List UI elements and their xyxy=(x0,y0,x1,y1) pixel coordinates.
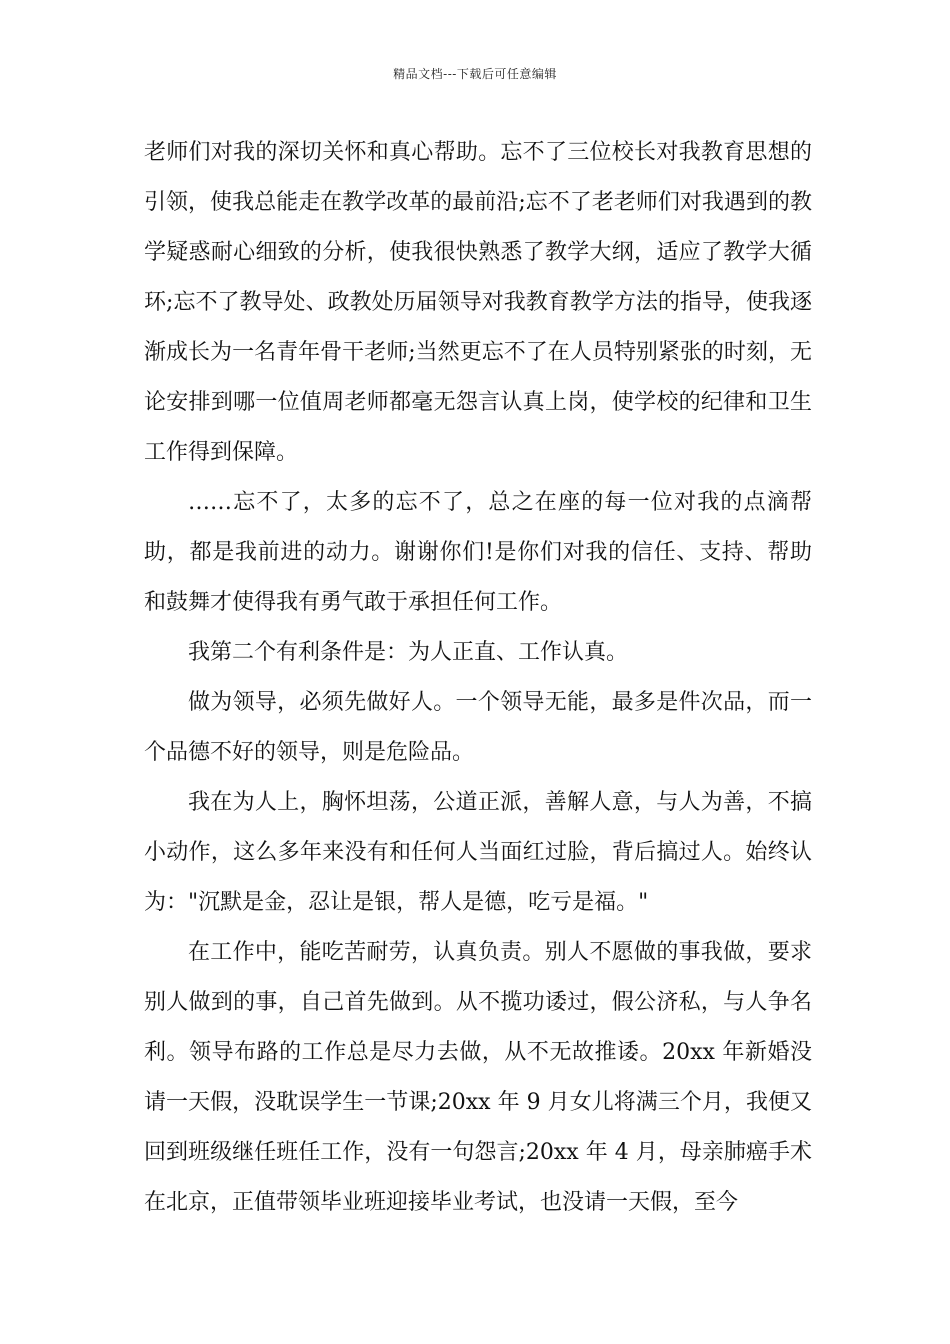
paragraph-1: 老师们对我的深切关怀和真心帮助。忘不了三位校长对我教育思想的引领，使我总能走在教学改革的最前沿;忘不了老老师们对我遇到的教学疑惑耐心细致的分析，使我很快熟悉了教学大纲，适应了教学大循环;忘不了教导处、政教处历届领导对我教育教学方法的指导，使我逐渐成长为一名青年骨干老师;当然更忘不了在人员特别紧张的时刻，无论安排到哪一位值周老师都毫无怨言认真上岗，使学校的纪律和卫生工作得到保障。 xyxy=(144,140,812,465)
paragraph-2: ……忘不了，太多的忘不了，总之在座的每一位对我的点滴帮助，都是我前进的动力。谢谢你们!是你们对我的信任、支持、帮助和鼓舞才使得我有勇气敢于承担任何工作。 xyxy=(144,490,812,615)
paragraph-6: 在工作中，能吃苦耐劳，认真负责。别人不愿做的事我做，要求别人做到的事，自己首先做到。从不揽功诿过，假公济私，与人争名利。领导布路的工作总是尽力去做，从不无故推诿。20xx 年新婚没请一天假，没耽误学生一节课;20xx 年 9 月女儿将满三个月，我便又回到班级继任班任工作，没有一句怨言;20xx 年 4 月，母亲肺癌手术在北京，正值带领毕业班迎接毕业考试，也没请一天假，至今 xyxy=(144,940,812,1215)
paragraph-5: 我在为人上，胸怀坦荡，公道正派，善解人意，与人为善，不搞小动作，这么多年来没有和任何人当面红过脸，背后搞过人。始终认为："沉默是金，忍让是银，帮人是德，吃亏是福。" xyxy=(144,790,812,915)
paragraph-3: 我第二个有利条件是：为人正直、工作认真。 xyxy=(188,640,629,665)
paragraph-4: 做为领导，必须先做好人。一个领导无能，最多是件次品，而一个品德不好的领导，则是危险品。 xyxy=(144,690,812,765)
page-header: 精品文档---下载后可任意编辑 xyxy=(393,67,557,81)
document-body xyxy=(144,128,812,1228)
